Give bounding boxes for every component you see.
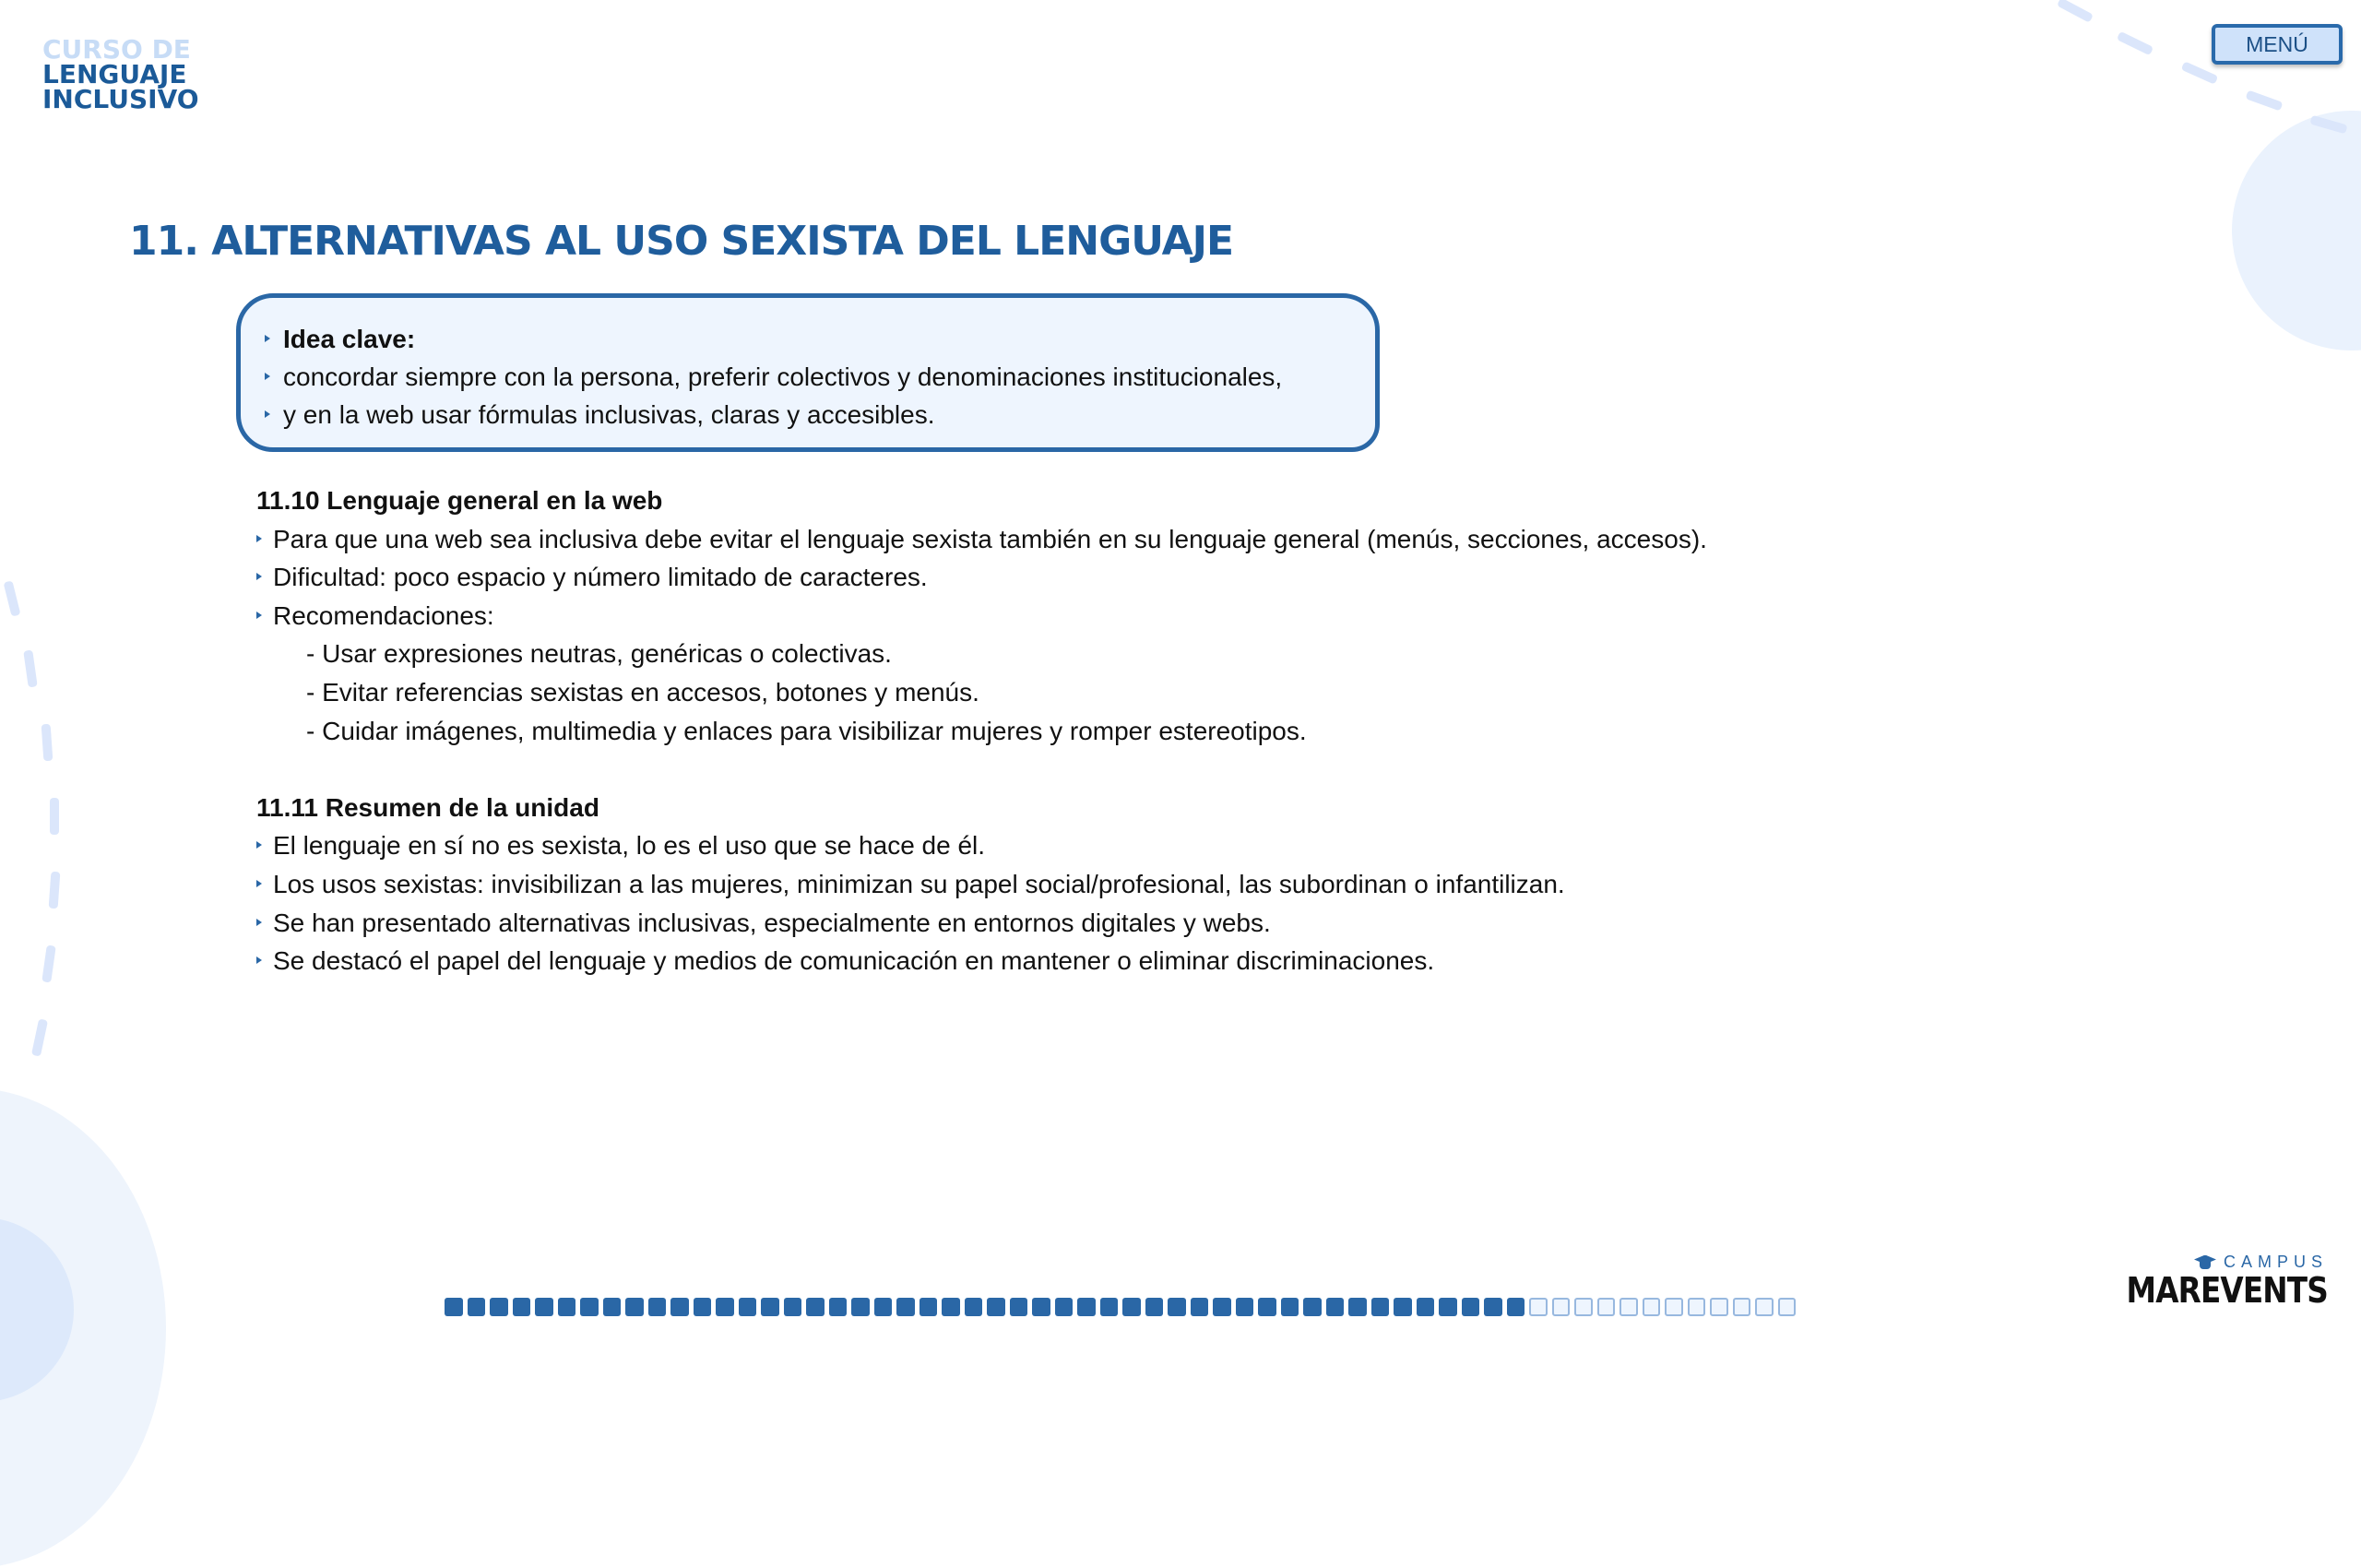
- progress-step-pending[interactable]: [1710, 1298, 1728, 1316]
- progress-step-completed[interactable]: [603, 1298, 622, 1316]
- spacer: [256, 750, 1732, 789]
- bullet-triangle-icon: [256, 535, 262, 542]
- progress-step-completed[interactable]: [490, 1298, 508, 1316]
- recommendation-item: - Usar expresiones neutras, genéricas o colectivas.: [306, 639, 892, 669]
- campus-marevents-logo: [2094, 1253, 2328, 1309]
- progress-step-completed[interactable]: [761, 1298, 779, 1316]
- progress-step-completed[interactable]: [535, 1298, 553, 1316]
- progress-step-completed[interactable]: [670, 1298, 689, 1316]
- recommendation-item: - Evitar referencias sexistas en accesos, botones y menús.: [306, 677, 979, 707]
- progress-step-completed[interactable]: [1100, 1298, 1119, 1316]
- background-dash: [31, 1018, 48, 1056]
- bullet-triangle-icon: [256, 880, 262, 887]
- progress-step-completed[interactable]: [1258, 1298, 1276, 1316]
- menu-button[interactable]: MENÚ: [2212, 24, 2343, 65]
- list-item: [256, 942, 1732, 980]
- progress-step-pending[interactable]: [1552, 1298, 1571, 1316]
- graduation-cap-icon: [2194, 1255, 2216, 1270]
- progress-step-pending[interactable]: [1597, 1298, 1616, 1316]
- bullet-triangle-icon: [256, 573, 262, 580]
- progress-step-completed[interactable]: [648, 1298, 667, 1316]
- progress-step-completed[interactable]: [1122, 1298, 1141, 1316]
- background-dash: [2117, 31, 2153, 56]
- main-content: [256, 481, 1732, 980]
- key-idea-text: y en la web usar fórmulas inclusivas, claras y accesibles.: [283, 400, 935, 429]
- progress-step-completed[interactable]: [1394, 1298, 1412, 1316]
- bullet-triangle-icon: [265, 335, 270, 342]
- bullet-triangle-icon: [256, 612, 262, 619]
- progress-step-completed[interactable]: [716, 1298, 734, 1316]
- background-dash: [2181, 61, 2219, 84]
- progress-step-pending[interactable]: [1665, 1298, 1683, 1316]
- list-item: [256, 904, 1732, 943]
- progress-step-completed[interactable]: [874, 1298, 893, 1316]
- background-blob-right: [2232, 111, 2361, 350]
- progress-step-pending[interactable]: [1778, 1298, 1797, 1316]
- progress-step-pending[interactable]: [1619, 1298, 1638, 1316]
- section-title-summary: 11.11 Resumen de la unidad: [256, 792, 599, 822]
- background-dash: [23, 649, 37, 687]
- list-item: [256, 865, 1732, 904]
- campus-label: CAMPUS: [2223, 1253, 2328, 1271]
- progress-step-completed[interactable]: [1077, 1298, 1096, 1316]
- list-item: [256, 558, 1732, 597]
- logo-line-1: CURSO DE: [42, 34, 191, 65]
- progress-step-completed[interactable]: [445, 1298, 463, 1316]
- progress-step-pending[interactable]: [1574, 1298, 1593, 1316]
- background-dash: [4, 580, 21, 616]
- key-idea-line: [265, 396, 1351, 434]
- progress-step-completed[interactable]: [1484, 1298, 1502, 1316]
- progress-step-completed[interactable]: [694, 1298, 712, 1316]
- key-idea-heading-row: [265, 320, 1351, 358]
- progress-step-pending[interactable]: [1643, 1298, 1661, 1316]
- key-idea-heading: Idea clave:: [283, 325, 416, 353]
- list-item: [256, 597, 1732, 636]
- recommendation-item: - Cuidar imágenes, multimedia y enlaces para visibilizar mujeres y romper estereotipos.: [306, 716, 1307, 745]
- progress-step-completed[interactable]: [942, 1298, 960, 1316]
- brand-name: MAREVENTS: [2126, 1270, 2328, 1311]
- progress-step-completed[interactable]: [1010, 1298, 1028, 1316]
- list-item-text: Se han presentado alternativas inclusivas, especialmente en entornos digitales y webs.: [273, 908, 1271, 937]
- progress-step-completed[interactable]: [1236, 1298, 1254, 1316]
- progress-step-completed[interactable]: [851, 1298, 870, 1316]
- progress-step-completed[interactable]: [987, 1298, 1005, 1316]
- progress-step-completed[interactable]: [513, 1298, 531, 1316]
- progress-step-completed[interactable]: [739, 1298, 757, 1316]
- progress-step-completed[interactable]: [1055, 1298, 1074, 1316]
- page-title: 11. ALTERNATIVAS AL USO SEXISTA DEL LENGUAJE: [129, 218, 1234, 265]
- key-idea-line: [265, 358, 1351, 396]
- progress-step-completed[interactable]: [1168, 1298, 1186, 1316]
- progress-step-completed[interactable]: [558, 1298, 576, 1316]
- progress-step-pending[interactable]: [1755, 1298, 1774, 1316]
- background-dash: [2245, 89, 2283, 111]
- course-logo: [42, 34, 199, 114]
- list-item-text: Para que una web sea inclusiva debe evitar el lenguaje sexista también en su lenguaje general (menús, secciones, accesos).: [273, 524, 1707, 553]
- progress-step-completed[interactable]: [829, 1298, 848, 1316]
- list-item-text: Se destacó el papel del lenguaje y medios de comunicación en mantener o eliminar discriminaciones.: [273, 946, 1435, 976]
- progress-step-completed[interactable]: [1145, 1298, 1164, 1316]
- bullet-triangle-icon: [256, 841, 262, 849]
- bullet-triangle-icon: [256, 956, 262, 964]
- background-dash: [50, 798, 59, 835]
- key-idea-box: [236, 293, 1380, 452]
- progress-step-completed[interactable]: [1326, 1298, 1345, 1316]
- list-item: [256, 520, 1732, 559]
- background-dash: [2057, 0, 2094, 23]
- section-title-web: 11.10 Lenguaje general en la web: [256, 486, 663, 515]
- progress-step-completed[interactable]: [1371, 1298, 1390, 1316]
- logo-line-3: INCLUSIVO: [42, 84, 199, 114]
- progress-step-completed[interactable]: [1303, 1298, 1322, 1316]
- list-item-text: Dificultad: poco espacio y número limitado de caracteres.: [273, 563, 928, 592]
- key-idea-text: concordar siempre con la persona, preferir colectivos y denominaciones institucionales,: [283, 362, 1283, 391]
- progress-step-completed[interactable]: [806, 1298, 825, 1316]
- progress-step-completed[interactable]: [1507, 1298, 1525, 1316]
- background-dash: [42, 944, 55, 982]
- progress-step-completed[interactable]: [580, 1298, 599, 1316]
- campus-row: [2094, 1253, 2328, 1272]
- progress-step-completed[interactable]: [1281, 1298, 1299, 1316]
- bullet-triangle-icon: [256, 919, 262, 926]
- list-item-text: El lenguaje en sí no es sexista, lo es el uso que se hace de él.: [273, 831, 986, 861]
- list-item-text: Recomendaciones:: [273, 600, 494, 630]
- progress-step-completed[interactable]: [1348, 1298, 1367, 1316]
- background-dash: [49, 872, 61, 909]
- progress-step-completed[interactable]: [919, 1298, 938, 1316]
- list-item-text: Los usos sexistas: invisibilizan a las mujeres, minimizan su papel social/profesional, las subordinan o infantilizan.: [273, 869, 1565, 898]
- progress-step-completed[interactable]: [784, 1298, 802, 1316]
- progress-step-completed[interactable]: [625, 1298, 644, 1316]
- progress-step-completed[interactable]: [468, 1298, 486, 1316]
- background-dash: [2309, 115, 2347, 135]
- progress-step-completed[interactable]: [1439, 1298, 1457, 1316]
- bullet-triangle-icon: [265, 373, 270, 380]
- list-item: [256, 826, 1732, 865]
- background-blob-bottom-left: [0, 1088, 166, 1568]
- progress-step-pending[interactable]: [1733, 1298, 1751, 1316]
- progress-step-completed[interactable]: [1191, 1298, 1209, 1316]
- progress-step-completed[interactable]: [1417, 1298, 1435, 1316]
- progress-step-completed[interactable]: [1462, 1298, 1480, 1316]
- background-blob-bottom-left-inner: [0, 1218, 74, 1402]
- progress-step-pending[interactable]: [1529, 1298, 1548, 1316]
- logo-line-2: LENGUAJE: [42, 59, 187, 89]
- bullet-triangle-icon: [265, 410, 270, 418]
- progress-step-completed[interactable]: [965, 1298, 983, 1316]
- progress-bar: [445, 1298, 1796, 1316]
- progress-step-completed[interactable]: [896, 1298, 915, 1316]
- progress-step-pending[interactable]: [1688, 1298, 1706, 1316]
- progress-step-completed[interactable]: [1032, 1298, 1050, 1316]
- progress-step-completed[interactable]: [1213, 1298, 1231, 1316]
- background-dash: [42, 724, 53, 762]
